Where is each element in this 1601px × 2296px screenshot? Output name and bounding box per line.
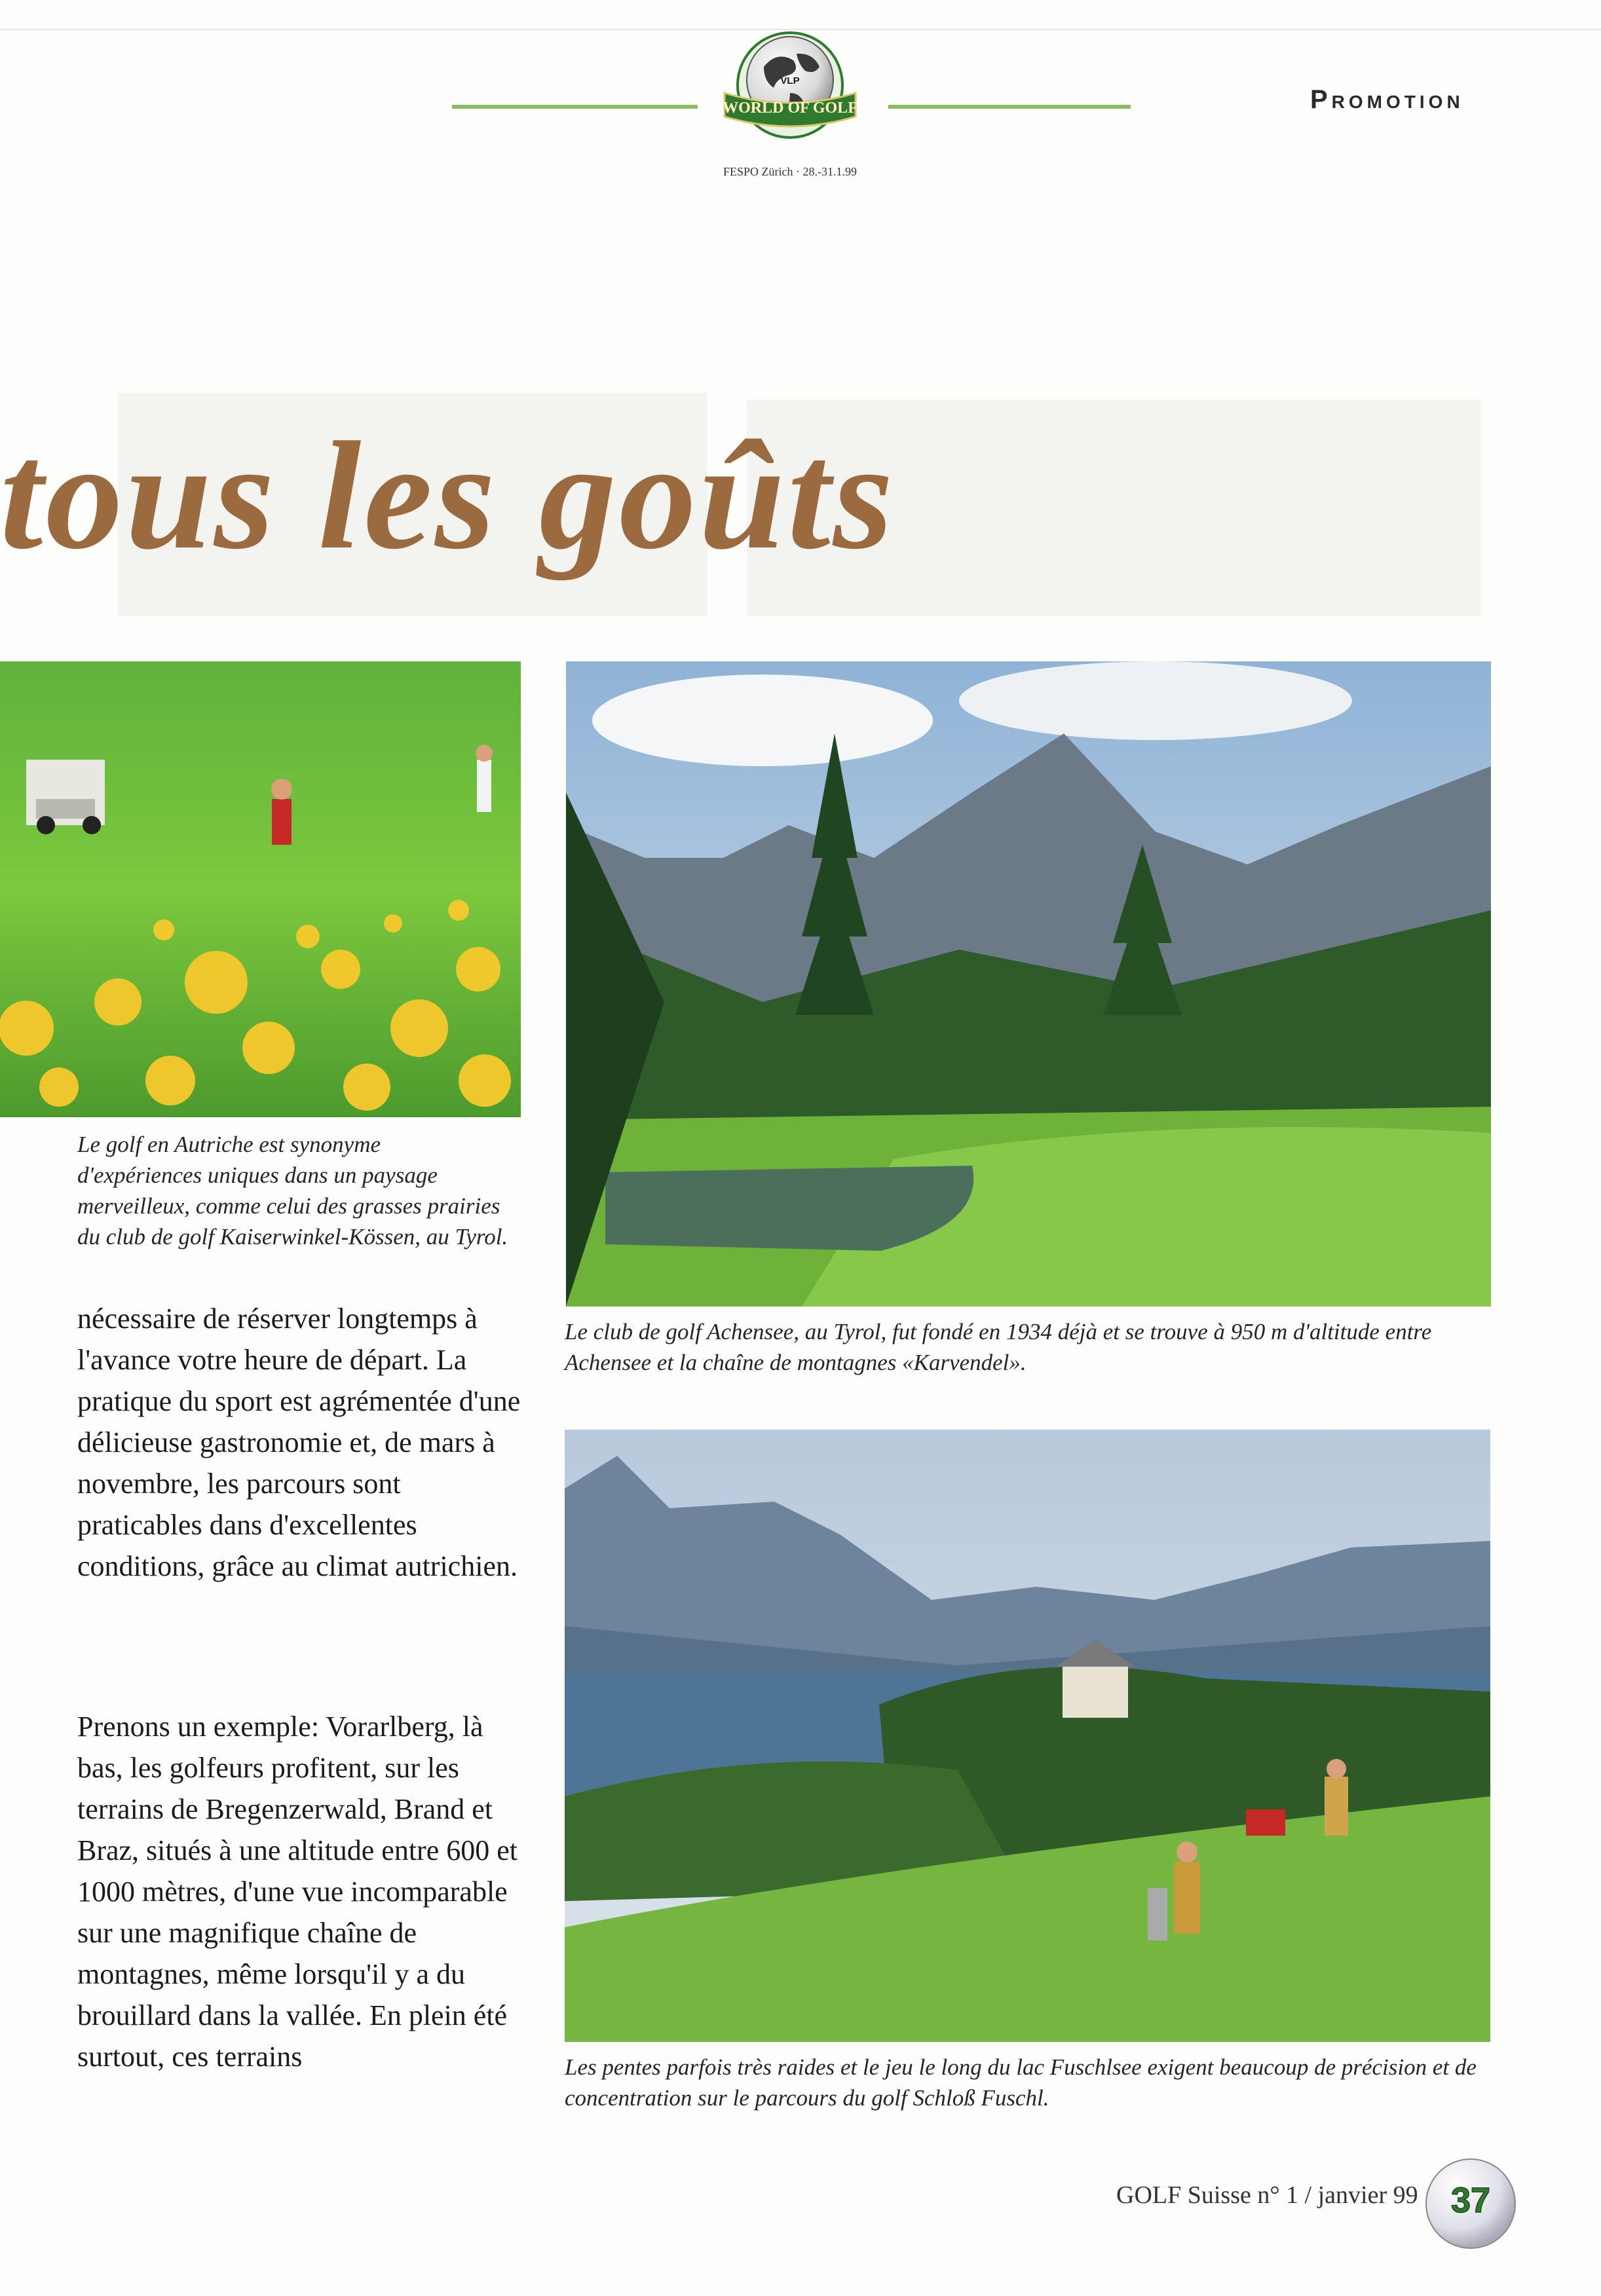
photo-kaiserwinkel	[0, 661, 521, 1117]
caption-fuschl: Les pentes parfois très raides et le jeu le long du lac Fuschlsee exigent beaucoup de précision et de concentration sur le parcours du golf Schloß Fuschl.	[565, 2054, 1477, 2111]
page-number-ball	[1422, 2155, 1520, 2253]
world-of-golf-logo	[692, 28, 888, 191]
body-paragraph-2: Prenons un exemple: Vorarlberg, là bas, les golfeurs profitent, sur les terrains de Bregenzerwald, Brand et Braz, situés à une altitude entre 600 et 1000 mètres, d'une vue incomparable sur une magnifique chaîne de montagnes, même lorsqu'il y a du brouillard dans la vallée. En plein été surtout, ces terrains	[77, 1711, 518, 2073]
section-label: Promotion	[1310, 85, 1464, 114]
logo-subtitle: FESPO Zürich · 28.-31.1.99	[723, 165, 857, 178]
header-rule-left	[452, 105, 698, 109]
caption-kaiserwinkel: Le golf en Autriche est synonyme d'expériences uniques dans un paysage merveilleux, comme celui des grasses prairies du club de golf Kaiserwinkel-Kössen, au Tyrol.	[77, 1132, 508, 1250]
caption-achensee: Le club de golf Achensee, au Tyrol, fut fondé en 1934 déjà et se trouve à 950 m d'altitude entre Achensee et la chaîne de montagnes «Karvendel».	[565, 1319, 1432, 1375]
issue-line: GOLF Suisse n° 1 / janvier 99	[1116, 2181, 1418, 2209]
header-rule-right	[888, 105, 1131, 109]
logo-banner-text: WORLD OF GOLF	[723, 100, 857, 117]
page-title: tous les goûts	[0, 411, 896, 582]
page-number: 37	[1450, 2181, 1491, 2220]
photo-achensee	[566, 661, 1491, 1306]
body-paragraph-1: nécessaire de réserver longtemps à l'avance votre heure de départ. La pratique du sport est agrémentée d'une délicieuse gastronomie et, de mars à novembre, les parcours sont praticables dans d'excellentes conditions, grâce au climat autrichien.	[77, 1303, 521, 1582]
logo-top-text: VLP	[780, 75, 800, 86]
photo-fuschl	[565, 1430, 1490, 2042]
